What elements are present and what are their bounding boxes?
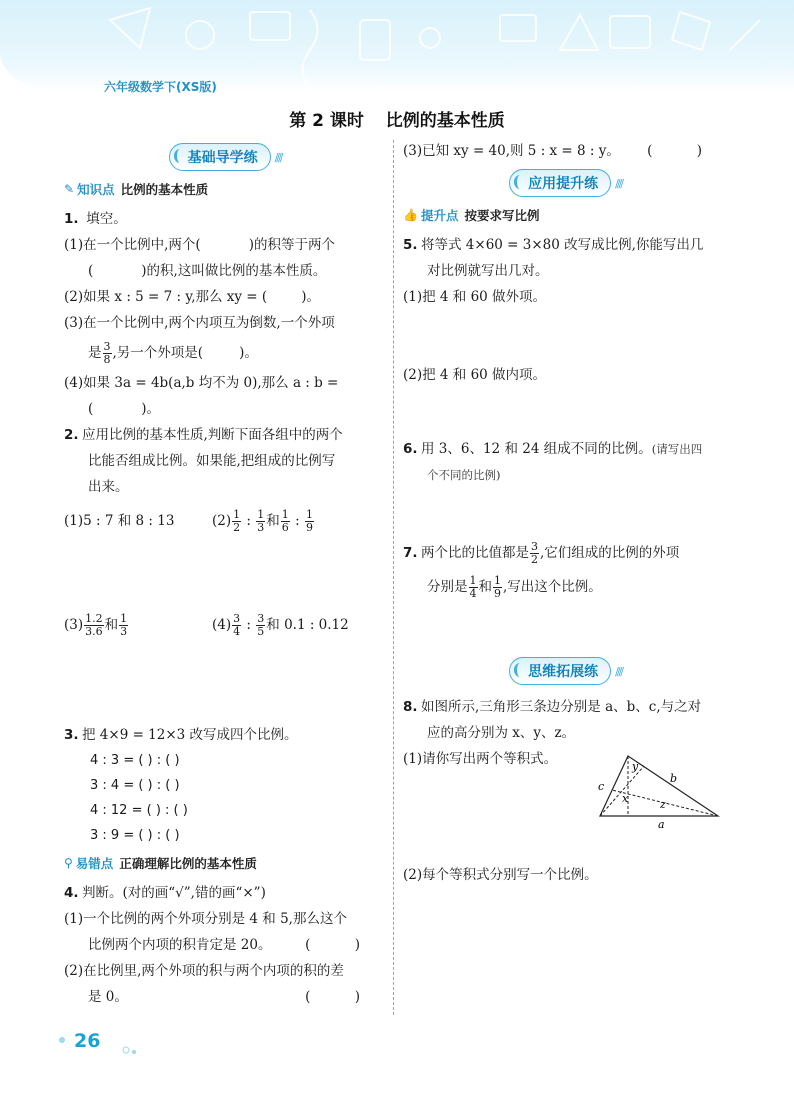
ratio-line: 3 : 4 = ( ) : ( ) bbox=[90, 778, 180, 793]
q1-part-3: (3)在一个比例中,两个内项互为倒数,一个外项 bbox=[64, 315, 335, 331]
question-6: 6. 用 3、6、12 和 24 组成不同的比例。(请写出四 bbox=[403, 441, 703, 457]
left-column: 基础导学练 //// ✎ 知识点 比例的基本性质 1. 填空。 (1)在一个比例中,两个( )的积等于两个 ( )的积,这叫做比例的基本性质。 (2)如果 x : 5 = 7 : y,那么 xy = ( )。 (3)在一个比例中,两个内项互为倒数,一个外项 是 $\frac{3}{8}$ ,另一个外项是( )。 (4)如果 3a = 4b(a,b 均不为 0),那么 a : b = ( )。 2. 应用比例的基本性质,判断下面各组中的两个 比能否组成比例。如果能,把组成的比例写 出来。 (1)5 : 7 和 8 : 13 (2) $\frac{1}{2}$ : $\frac{1}{3}$ 和 $\frac{1}{6}$ : $\frac{1}{9}$ (3) $\frac{1.2}{3.6}$ 和 $\frac{1}{3}$ (4) $\frac{3}{4}$ : $\frac{3}{5}$ 和 0.1 : 0.12 3. 把 4×9 = 12×3 改写成四个比例。 4 : 3 = ( ) : ( ) 3 : 4 = ( ) : ( ) 4 : 12 = ( ) : ( ) 3 : 9 = ( ) : ( ) ⚲ 易错点 正确理解比例的基本性质 4. 判断。(对的画“√”,错的画“×”) (1)一个比例的两个外项分别是 4 和 5,那么这个 比例两个内项的积肯定是 20。 ( ) (2)在比例里,两个外项的积与两个内项的积的差 是 0。 ( ) bbox=[64, 138, 386, 1010]
ratio-line: 3 : 9 = ( ) : ( ) bbox=[90, 828, 180, 843]
search-icon: ⚲ bbox=[64, 856, 73, 870]
stripes-icon: //// bbox=[274, 150, 282, 164]
q2-parts-1-2: (1)5 : 7 和 8 : 13 (2) $\frac{1}{2}$ : $\frac{1}{3}$ 和 $\frac{1}{6}$ : $\frac{1}{9}$ bbox=[64, 508, 313, 534]
section-title: 基础导学练 bbox=[169, 143, 271, 171]
svg-text:c: c bbox=[598, 780, 605, 793]
q1-part-4: (4)如果 3a = 4b(a,b 均不为 0),那么 a : b = bbox=[64, 375, 339, 391]
q1-part-4-cont: ( )。 bbox=[88, 401, 161, 417]
svg-text:x: x bbox=[622, 792, 629, 805]
svg-text:a: a bbox=[658, 818, 665, 831]
tag-label: 知识点 bbox=[77, 182, 115, 197]
triangle-diagram bbox=[594, 752, 724, 831]
grade-label: 六年级数学下(XS版) bbox=[104, 80, 217, 94]
fraction: $\frac{3}{8}$ bbox=[103, 340, 111, 366]
question-1: 1. 填空。 bbox=[64, 211, 127, 227]
question-3: 3. 把 4×9 = 12×3 改写成四个比例。 bbox=[64, 727, 298, 743]
knowledge-point-tag bbox=[64, 180, 386, 198]
q1-part-3-cont: 是 $\frac{3}{8}$ ,另一个外项是( )。 bbox=[88, 340, 258, 366]
svg-text:b: b bbox=[670, 772, 678, 785]
q2-parts-3-4: (3) $\frac{1.2}{3.6}$ 和 $\frac{1}{3}$ (4) $\frac{3}{4}$ : $\frac{3}{5}$ 和 0.1 : 0.12 bbox=[64, 612, 349, 638]
q1-part-1-cont: ( )的积,这叫做比例的基本性质。 bbox=[88, 263, 327, 279]
lesson-number: 第 2 课时 bbox=[289, 111, 364, 131]
tag-text: 比例的基本性质 bbox=[120, 182, 209, 197]
section-badge-apply: 应用提升练 //// bbox=[403, 168, 728, 198]
q1-part-1: (1)在一个比例中,两个( )的积等于两个 bbox=[64, 237, 335, 253]
lesson-name: 比例的基本性质 bbox=[385, 111, 505, 131]
right-column: (3)已知 xy = 40,则 5 : x = 8 : y。 ( ) 应用提升练 //// 👍 提升点 按要求写比例 5. 将等式 4×60 = 3×80 改写成比例,你能写出几 对比例就写出几对。 (1)把 4 和 60 做外项。 (2)把 4 和 60 做内项。 6. 用 3、6、12 和 24 组成不同的比例。(请写出四 个不同的比例) 7. 两个比的比值都是 $\frac{3}{2}$ ,它们组成的比例的外项 分别是 $\frac{1}{4}$ 和 $\frac{1}{9}$ ,写出这个比例。 思维拓展练 //// 8. 如图所示,三角形三条边分别是 a、b、c,与之对 应的高分别为 x、y、z。 (1)请你写出两个等积式。 (2)每个等积式分别写一个比例。 bbox=[403, 138, 728, 888]
ratio-line: 4 : 3 = ( ) : ( ) bbox=[90, 753, 180, 768]
question-4: 4. 判断。(对的画“√”,错的画“×”) bbox=[64, 885, 266, 901]
column-divider bbox=[393, 140, 394, 1015]
improve-point-tag: 👍 提升点 按要求写比例 bbox=[403, 208, 540, 223]
question-7: 7. 两个比的比值都是 $\frac{3}{2}$ ,它们组成的比例的外项 bbox=[403, 540, 680, 566]
svg-text:z: z bbox=[660, 798, 666, 811]
question-8: 8. 如图所示,三角形三条边分别是 a、b、c,与之对 bbox=[403, 699, 702, 715]
lesson-title bbox=[0, 106, 794, 131]
thumbs-up-icon: 👍 bbox=[403, 208, 418, 222]
section-badge-expand: 思维拓展练 //// bbox=[403, 656, 728, 686]
error-point-tag: ⚲ 易错点 正确理解比例的基本性质 bbox=[64, 856, 257, 871]
q1-part-2: (2)如果 x : 5 = 7 : y,那么 xy = ( )。 bbox=[64, 289, 320, 305]
q4-part-3: (3)已知 xy = 40,则 5 : x = 8 : y。 ( ) bbox=[403, 143, 722, 159]
section-badge-basic bbox=[64, 142, 386, 172]
svg-text:y: y bbox=[632, 760, 639, 773]
pencil-icon: ✎ bbox=[64, 182, 75, 196]
page-number: 26 bbox=[74, 1030, 101, 1052]
stripes-icon: //// bbox=[615, 176, 622, 190]
question-5: 5. 将等式 4×60 = 3×80 改写成比例,你能写出几 bbox=[403, 237, 704, 253]
ratio-line: 4 : 12 = ( ) : ( ) bbox=[90, 803, 188, 818]
stripes-icon: //// bbox=[615, 664, 622, 678]
question-2: 2. 应用比例的基本性质,判断下面各组中的两个 bbox=[64, 427, 343, 443]
